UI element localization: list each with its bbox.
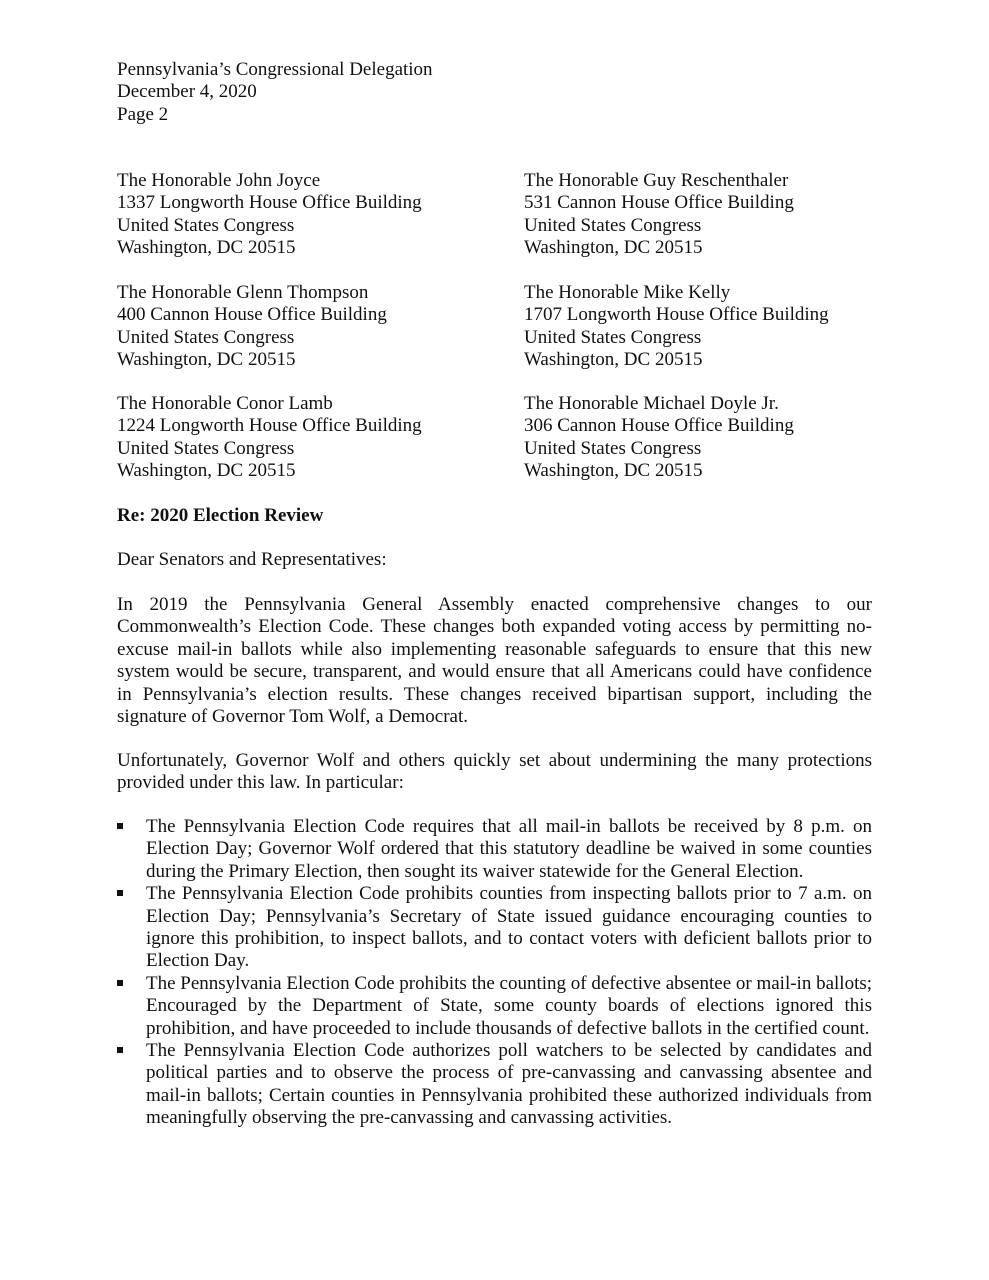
address-org: United States Congress: [117, 214, 295, 236]
header-page-number: Page 2: [117, 103, 169, 125]
bullet-line: mail-in ballots; Certain counties in Pennsylvania prohibited these authorized individuals from: [146, 1084, 872, 1106]
paragraph-line: Commonwealth’s Election Code. These changes both expanded voting access by permitting no-: [117, 616, 872, 638]
address-office: 531 Cannon House Office Building: [524, 192, 794, 214]
address-office: 1707 Longworth House Office Building: [524, 304, 829, 326]
address-name: The Honorable Mike Kelly: [524, 282, 731, 303]
bullet-line: The Pennsylvania Election Code requires that all mail-in ballots be received by 8 p.m. on: [146, 816, 872, 837]
salutation: Dear Senators and Representatives:: [117, 549, 387, 570]
bullet-list: [117, 816, 872, 1130]
address-name: The Honorable Guy Reschenthaler: [524, 170, 789, 191]
bullet-line: Election Day; Pennsylvania’s Secretary of State issued guidance encouraging counties to: [146, 905, 872, 927]
paragraph-line: system would be secure, transparent, and would ensure that all Americans could have confidence: [117, 661, 872, 683]
address-office: 306 Cannon House Office Building: [524, 415, 794, 437]
bullet-line: prohibition, and have proceeded to include thousands of defective ballots in the certified count.: [146, 1017, 870, 1039]
paragraph-line: excuse mail-in ballots while also implementing reasonable safeguards to ensure that this new: [117, 638, 872, 660]
address-name: The Honorable John Joyce: [117, 170, 321, 191]
bullet-square-icon: [117, 823, 123, 829]
address-city: Washington, DC 20515: [117, 349, 296, 371]
address-block: [117, 393, 422, 483]
address-city: Washington, DC 20515: [117, 460, 296, 482]
subject-line: Re: 2020 Election Review: [117, 505, 324, 526]
bullet-line: The Pennsylvania Election Code prohibits the counting of defective absentee or mail-in ballots;: [146, 972, 873, 994]
address-city: Washington, DC 20515: [524, 349, 703, 371]
address-name: The Honorable Michael Doyle Jr.: [524, 393, 779, 414]
list-item: [117, 973, 872, 1040]
bullet-square-icon: [117, 980, 123, 986]
paragraph-line: provided under this law. In particular:: [117, 772, 404, 794]
address-office: 1224 Longworth House Office Building: [117, 415, 422, 437]
address-org: United States Congress: [524, 437, 702, 459]
address-block: [117, 170, 422, 260]
header-recipient: Pennsylvania’s Congressional Delegation: [117, 59, 433, 80]
list-item: [117, 883, 872, 973]
body-paragraph-unfortunately: [117, 750, 872, 795]
bullet-line: The Pennsylvania Election Code prohibits counties from inspecting ballots prior to 7 a.m. on: [146, 883, 872, 905]
paragraph-line: signature of Governor Tom Wolf, a Democrat.: [117, 706, 469, 728]
letter-header: [117, 59, 433, 126]
address-name: The Honorable Glenn Thompson: [117, 282, 369, 303]
paragraph-line: in Pennsylvania’s election results. These changes received bipartisan support, including the: [117, 683, 872, 705]
address-city: Washington, DC 20515: [524, 460, 703, 482]
body-paragraph-intro: [117, 594, 872, 728]
bullet-line: during the Primary Election, then sought its waiver statewide for the General Election.: [146, 860, 804, 882]
bullet-square-icon: [117, 890, 123, 896]
list-item: [117, 816, 872, 883]
address-org: United States Congress: [117, 326, 295, 348]
bullet-line: Encouraged by the Department of State, some county boards of elections ignored this: [146, 995, 872, 1017]
address-block: [117, 282, 387, 372]
header-date: December 4, 2020: [117, 81, 257, 103]
bullet-line: ignore this prohibition, to inspect ballots, and to contact voters with deficient ballots prior to: [146, 928, 872, 950]
address-office: 1337 Longworth House Office Building: [117, 192, 422, 214]
paragraph-line: Unfortunately, Governor Wolf and others quickly set about undermining the many protections: [117, 750, 872, 771]
list-item: [117, 1040, 872, 1130]
address-name: The Honorable Conor Lamb: [117, 393, 333, 414]
address-city: Washington, DC 20515: [117, 237, 296, 259]
address-city: Washington, DC 20515: [524, 237, 703, 259]
address-org: United States Congress: [524, 214, 702, 236]
bullet-line: meaningfully observing the pre-canvassing and canvassing activities.: [146, 1107, 673, 1129]
address-office: 400 Cannon House Office Building: [117, 304, 387, 326]
bullet-line: political parties and to observe the process of pre-canvassing and canvassing absentee and: [146, 1062, 872, 1084]
address-org: United States Congress: [524, 326, 702, 348]
address-block: [524, 170, 794, 260]
bullet-line: Election Day; Governor Wolf ordered that this statutory deadline be waived in some counties: [146, 838, 872, 860]
bullet-line: The Pennsylvania Election Code authorizes poll watchers to be selected by candidates and: [146, 1040, 872, 1062]
paragraph-line: In 2019 the Pennsylvania General Assembly enacted comprehensive changes to our: [117, 594, 872, 615]
address-org: United States Congress: [117, 437, 295, 459]
address-block: [524, 393, 794, 483]
bullet-square-icon: [117, 1047, 123, 1053]
address-block: [524, 282, 829, 372]
bullet-line: Election Day.: [146, 950, 250, 972]
